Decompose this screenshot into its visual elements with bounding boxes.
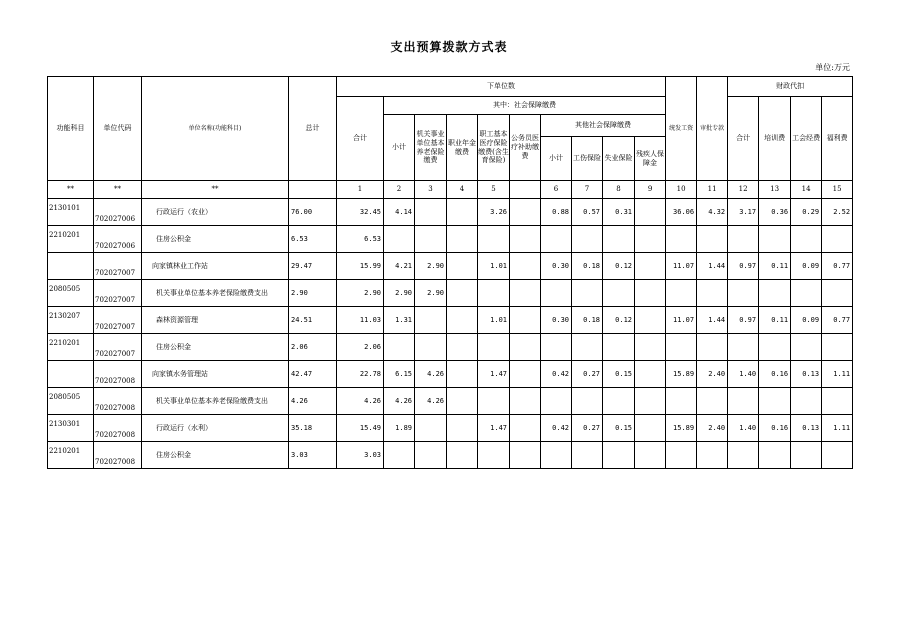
header-unified-wage: 统发工资 (666, 77, 697, 181)
value-cell-fat: 0.97 (728, 307, 759, 334)
func-subject-cell: 2210201 (48, 442, 94, 469)
total-cell: 2.90 (289, 280, 337, 307)
unit-name-cell: 机关事业单位基本养老保险缴费支出 (142, 280, 289, 307)
value-cell-dis (635, 334, 666, 361)
unit-name-cell: 机关事业单位基本养老保险缴费支出 (142, 388, 289, 415)
value-cell-civ (510, 415, 541, 442)
value-cell-une (603, 334, 635, 361)
table-row (48, 226, 853, 253)
func-subject-cell: 2130301 (48, 415, 94, 442)
unit-code-cell: 702027007 (94, 253, 142, 280)
value-cell-sub: 4.26 (384, 388, 415, 415)
value-cell-uni (791, 442, 822, 469)
value-cell-ann (447, 280, 478, 307)
table-row (48, 307, 853, 334)
value-cell-dis (635, 388, 666, 415)
index-cell: 8 (603, 181, 635, 199)
value-cell-wage (666, 334, 697, 361)
header-other-social: 其他社会保障缴费 (541, 115, 666, 137)
index-cell: ** (142, 181, 289, 199)
value-cell-sub: 4.14 (384, 199, 415, 226)
value-cell-ann (447, 307, 478, 334)
value-cell-tra (759, 442, 791, 469)
value-cell-inj: 0.57 (572, 199, 603, 226)
budget-table (47, 76, 853, 469)
value-cell-fat: 1.40 (728, 361, 759, 388)
value-cell-wage: 11.07 (666, 307, 697, 334)
index-cell (510, 181, 541, 199)
value-cell-med: 1.01 (478, 307, 510, 334)
value-cell-une: 0.12 (603, 307, 635, 334)
value-cell-sum: 3.03 (337, 442, 384, 469)
value-cell-fat: 0.97 (728, 253, 759, 280)
value-cell-wel (822, 280, 853, 307)
value-cell-pen: 4.26 (415, 361, 447, 388)
value-cell-wage: 15.89 (666, 361, 697, 388)
value-cell-inj (572, 334, 603, 361)
value-cell-pen (415, 199, 447, 226)
value-cell-inj (572, 226, 603, 253)
value-cell-wel: 0.77 (822, 307, 853, 334)
unit-name-cell: 向家镇水务管理站 (142, 361, 289, 388)
value-cell-ann (447, 334, 478, 361)
value-cell-civ (510, 361, 541, 388)
value-cell-ann (447, 199, 478, 226)
value-cell-sum: 15.99 (337, 253, 384, 280)
value-cell-une: 0.12 (603, 253, 635, 280)
header-union: 工会经费 (791, 97, 822, 181)
header-subtotal: 小计 (384, 115, 415, 181)
total-cell: 29.47 (289, 253, 337, 280)
value-cell-tra: 0.16 (759, 415, 791, 442)
value-cell-ann (447, 388, 478, 415)
header-welfare: 福利费 (822, 97, 853, 181)
table-row (48, 415, 853, 442)
unit-name-cell: 行政运行（水利） (142, 415, 289, 442)
unit-name-cell: 森林资源管理 (142, 307, 289, 334)
index-cell: 4 (447, 181, 478, 199)
table-row (48, 334, 853, 361)
value-cell-osub (541, 442, 572, 469)
index-cell: ** (48, 181, 94, 199)
unit-name-cell: 住房公积金 (142, 442, 289, 469)
value-cell-osub (541, 388, 572, 415)
value-cell-inj: 0.18 (572, 253, 603, 280)
table-row (48, 388, 853, 415)
unit-name-cell: 向家镇林业工作站 (142, 253, 289, 280)
index-cell: 11 (697, 181, 728, 199)
value-cell-dis (635, 361, 666, 388)
header-civil-medical: 公务员医疗补助缴费 (510, 115, 541, 181)
total-cell: 76.00 (289, 199, 337, 226)
value-cell-tra (759, 226, 791, 253)
value-cell-civ (510, 226, 541, 253)
value-cell-uni (791, 226, 822, 253)
value-cell-wel: 2.52 (822, 199, 853, 226)
func-subject-cell (48, 253, 94, 280)
value-cell-appr (697, 226, 728, 253)
value-cell-dis (635, 442, 666, 469)
total-cell: 2.06 (289, 334, 337, 361)
value-cell-civ (510, 388, 541, 415)
value-cell-tra (759, 388, 791, 415)
value-cell-wel (822, 388, 853, 415)
value-cell-med (478, 226, 510, 253)
index-cell: ** (94, 181, 142, 199)
value-cell-tra (759, 280, 791, 307)
value-cell-inj: 0.27 (572, 361, 603, 388)
unit-code-cell: 702027007 (94, 307, 142, 334)
value-cell-dis (635, 199, 666, 226)
value-cell-uni (791, 388, 822, 415)
value-cell-sub (384, 442, 415, 469)
value-cell-uni (791, 280, 822, 307)
value-cell-sum: 2.06 (337, 334, 384, 361)
value-cell-appr (697, 280, 728, 307)
value-cell-sum: 22.78 (337, 361, 384, 388)
header-pension: 机关事业单位基本养老保险缴费 (415, 115, 447, 181)
value-cell-inj: 0.18 (572, 307, 603, 334)
value-cell-une (603, 226, 635, 253)
value-cell-ann (447, 253, 478, 280)
value-cell-fat: 1.40 (728, 415, 759, 442)
value-cell-med: 3.26 (478, 199, 510, 226)
unit-name-cell: 住房公积金 (142, 226, 289, 253)
value-cell-wage (666, 226, 697, 253)
func-subject-cell: 2130101 (48, 199, 94, 226)
value-cell-med: 1.47 (478, 361, 510, 388)
value-cell-une: 0.15 (603, 415, 635, 442)
value-cell-wel (822, 334, 853, 361)
value-cell-une (603, 280, 635, 307)
value-cell-une (603, 388, 635, 415)
value-cell-osub: 0.30 (541, 253, 572, 280)
value-cell-une (603, 442, 635, 469)
index-cell: 12 (728, 181, 759, 199)
value-cell-wel: 0.77 (822, 253, 853, 280)
header-annuity: 职业年金缴费 (447, 115, 478, 181)
value-cell-wel: 1.11 (822, 415, 853, 442)
header-other-subtotal: 小计 (541, 137, 572, 181)
value-cell-wage: 36.06 (666, 199, 697, 226)
value-cell-tra: 0.16 (759, 361, 791, 388)
func-subject-cell: 2080505 (48, 280, 94, 307)
value-cell-appr: 4.32 (697, 199, 728, 226)
index-cell: 14 (791, 181, 822, 199)
value-cell-pen: 2.90 (415, 253, 447, 280)
value-cell-inj: 0.27 (572, 415, 603, 442)
header-medical: 职工基本医疗保险缴费(含生育保险) (478, 115, 510, 181)
func-subject-cell: 2210201 (48, 226, 94, 253)
value-cell-inj (572, 388, 603, 415)
value-cell-wel (822, 442, 853, 469)
value-cell-appr (697, 388, 728, 415)
value-cell-appr (697, 442, 728, 469)
page-title: 支出预算拨款方式表 (390, 40, 508, 54)
value-cell-sub: 1.31 (384, 307, 415, 334)
index-cell: 7 (572, 181, 603, 199)
value-cell-wage: 11.07 (666, 253, 697, 280)
value-cell-sum: 11.03 (337, 307, 384, 334)
func-subject-cell: 2080505 (48, 388, 94, 415)
value-cell-dis (635, 280, 666, 307)
header-unit-code: 单位代码 (94, 77, 142, 181)
total-cell: 24.51 (289, 307, 337, 334)
value-cell-pen (415, 334, 447, 361)
value-cell-pen (415, 442, 447, 469)
value-cell-wage (666, 280, 697, 307)
value-cell-osub: 0.42 (541, 361, 572, 388)
table-row (48, 199, 853, 226)
value-cell-med: 1.01 (478, 253, 510, 280)
value-cell-osub (541, 334, 572, 361)
value-cell-sub: 2.90 (384, 280, 415, 307)
value-cell-uni: 0.13 (791, 361, 822, 388)
value-cell-med (478, 334, 510, 361)
value-cell-sub: 4.21 (384, 253, 415, 280)
value-cell-une: 0.31 (603, 199, 635, 226)
value-cell-sub (384, 226, 415, 253)
value-cell-ann (447, 442, 478, 469)
index-cell: 6 (541, 181, 572, 199)
value-cell-osub: 0.88 (541, 199, 572, 226)
value-cell-appr: 1.44 (697, 253, 728, 280)
value-cell-sum: 2.90 (337, 280, 384, 307)
value-cell-osub (541, 226, 572, 253)
value-cell-inj (572, 442, 603, 469)
value-cell-tra: 0.36 (759, 199, 791, 226)
total-cell: 3.03 (289, 442, 337, 469)
value-cell-ann (447, 226, 478, 253)
header-unemployment: 失业保险 (603, 137, 635, 181)
unit-code-cell: 702027007 (94, 280, 142, 307)
func-subject-cell (48, 361, 94, 388)
index-cell: 3 (415, 181, 447, 199)
value-cell-wage (666, 442, 697, 469)
table-body (48, 77, 853, 469)
header-lower-unit-pay: 下单位数 (337, 77, 666, 97)
value-cell-osub: 0.42 (541, 415, 572, 442)
value-cell-osub (541, 280, 572, 307)
header-injury: 工伤保险 (572, 137, 603, 181)
table-row (48, 361, 853, 388)
header-func-subject: 功能科目 (48, 77, 94, 181)
unit-code-cell: 702027006 (94, 226, 142, 253)
unit-code-cell: 702027008 (94, 388, 142, 415)
value-cell-med (478, 442, 510, 469)
index-cell: 2 (384, 181, 415, 199)
value-cell-civ (510, 334, 541, 361)
value-cell-med: 1.47 (478, 415, 510, 442)
header-training: 培训费 (759, 97, 791, 181)
index-cell: 13 (759, 181, 791, 199)
value-cell-med (478, 280, 510, 307)
index-row (48, 181, 853, 199)
header-subtotal-all: 合计 (337, 97, 384, 181)
value-cell-dis (635, 415, 666, 442)
value-cell-civ (510, 253, 541, 280)
value-cell-uni: 0.09 (791, 253, 822, 280)
value-cell-ann (447, 361, 478, 388)
value-cell-wel: 1.11 (822, 361, 853, 388)
value-cell-fat (728, 280, 759, 307)
header-fiscal-agent: 财政代扣 (728, 77, 853, 97)
value-cell-uni: 0.29 (791, 199, 822, 226)
header-social-insurance: 其中：社会保障缴费 (384, 97, 666, 115)
table-row (48, 280, 853, 307)
index-cell: 10 (666, 181, 697, 199)
value-cell-uni: 0.09 (791, 307, 822, 334)
value-cell-sum: 4.26 (337, 388, 384, 415)
value-cell-civ (510, 280, 541, 307)
value-cell-sub (384, 334, 415, 361)
header-fiscal-total: 合计 (728, 97, 759, 181)
index-cell: 5 (478, 181, 510, 199)
unit-name-cell: 住房公积金 (142, 334, 289, 361)
value-cell-fat (728, 388, 759, 415)
index-cell: 15 (822, 181, 853, 199)
value-cell-dis (635, 226, 666, 253)
value-cell-wage (666, 388, 697, 415)
value-cell-sum: 6.53 (337, 226, 384, 253)
value-cell-fat (728, 442, 759, 469)
table-row (48, 442, 853, 469)
value-cell-tra: 0.11 (759, 307, 791, 334)
unit-code-cell: 702027006 (94, 199, 142, 226)
value-cell-ann (447, 415, 478, 442)
total-cell: 4.26 (289, 388, 337, 415)
value-cell-wage: 15.89 (666, 415, 697, 442)
func-subject-cell: 2130207 (48, 307, 94, 334)
unit-code-cell: 702027007 (94, 334, 142, 361)
header-disabled: 残疾人保障金 (635, 137, 666, 181)
value-cell-osub: 0.30 (541, 307, 572, 334)
unit-label: 单位:万元 (815, 63, 850, 72)
index-cell: 1 (337, 181, 384, 199)
total-cell: 42.47 (289, 361, 337, 388)
value-cell-med (478, 388, 510, 415)
value-cell-tra (759, 334, 791, 361)
value-cell-pen (415, 226, 447, 253)
index-cell (289, 181, 337, 199)
header-total: 总计 (289, 77, 337, 181)
unit-code-cell: 702027008 (94, 361, 142, 388)
value-cell-appr: 1.44 (697, 307, 728, 334)
value-cell-civ (510, 307, 541, 334)
value-cell-uni (791, 334, 822, 361)
value-cell-appr: 2.40 (697, 361, 728, 388)
value-cell-appr: 2.40 (697, 415, 728, 442)
value-cell-sub: 1.89 (384, 415, 415, 442)
value-cell-pen (415, 415, 447, 442)
func-subject-cell: 2210201 (48, 334, 94, 361)
total-cell: 6.53 (289, 226, 337, 253)
value-cell-wel (822, 226, 853, 253)
value-cell-inj (572, 280, 603, 307)
value-cell-pen: 2.90 (415, 280, 447, 307)
value-cell-civ (510, 442, 541, 469)
unit-code-cell: 702027008 (94, 415, 142, 442)
unit-name-cell: 行政运行（农业） (142, 199, 289, 226)
value-cell-dis (635, 307, 666, 334)
index-cell: 9 (635, 181, 666, 199)
value-cell-sub: 6.15 (384, 361, 415, 388)
value-cell-sum: 15.49 (337, 415, 384, 442)
value-cell-civ (510, 199, 541, 226)
value-cell-une: 0.15 (603, 361, 635, 388)
value-cell-pen: 4.26 (415, 388, 447, 415)
header-unit-name: 单位名称(功能科目) (142, 77, 289, 181)
value-cell-uni: 0.13 (791, 415, 822, 442)
value-cell-dis (635, 253, 666, 280)
value-cell-tra: 0.11 (759, 253, 791, 280)
value-cell-fat (728, 226, 759, 253)
table-row (48, 253, 853, 280)
unit-code-cell: 702027008 (94, 442, 142, 469)
value-cell-sum: 32.45 (337, 199, 384, 226)
value-cell-appr (697, 334, 728, 361)
header-approval: 审批专款 (697, 77, 728, 181)
value-cell-fat (728, 334, 759, 361)
value-cell-fat: 3.17 (728, 199, 759, 226)
total-cell: 35.18 (289, 415, 337, 442)
value-cell-pen (415, 307, 447, 334)
